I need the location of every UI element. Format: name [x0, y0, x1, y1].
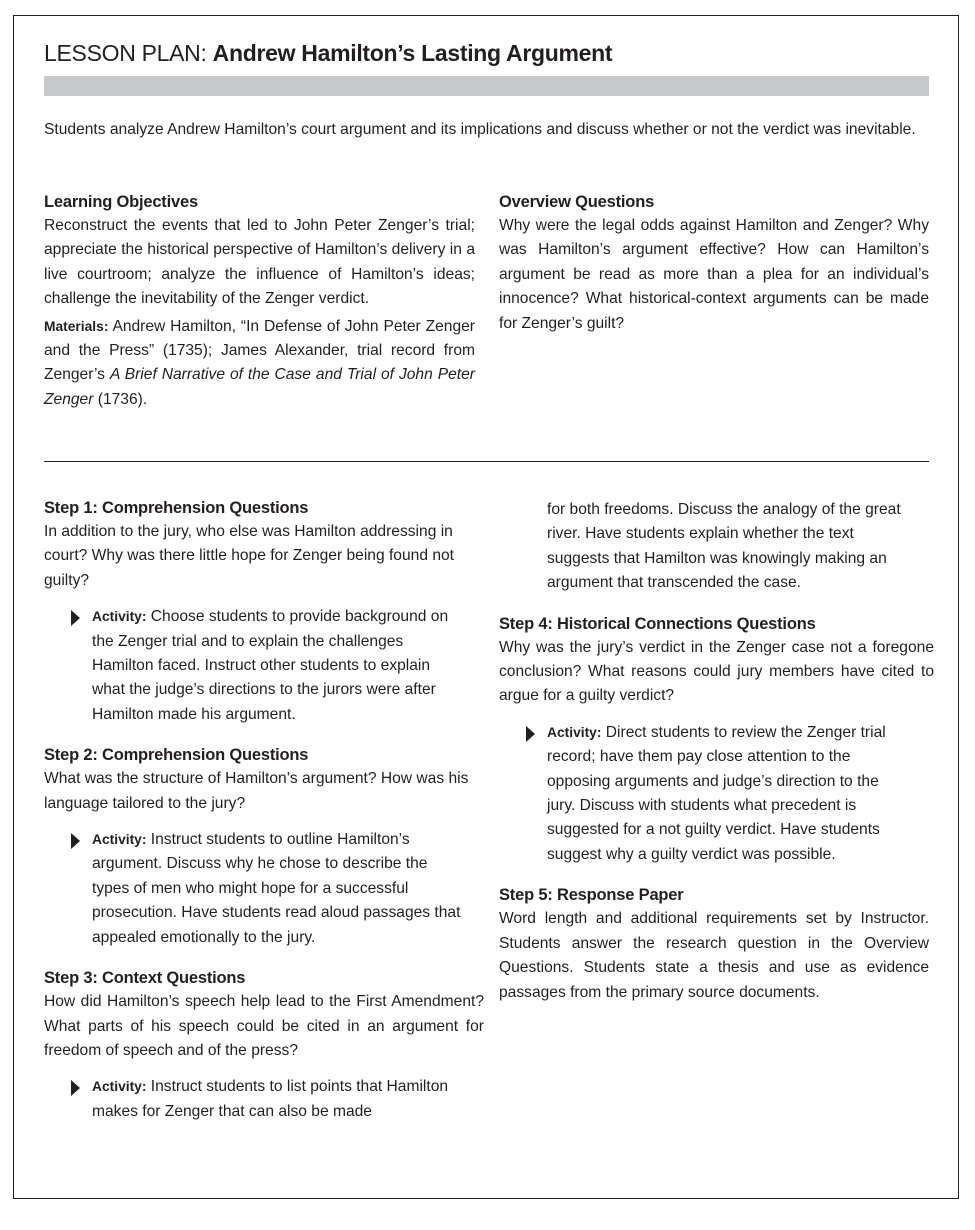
materials-label: Materials:: [44, 318, 109, 334]
page-title: [44, 40, 612, 67]
step-5-text: Word length and additional requirements set by Instructor. Students answer the research question in the Overview Questions. Students state a thesis and use as evidence passages from the primary source documents.: [499, 910, 929, 1001]
step-1-activity-text: Choose students to provide background on the Zenger trial and to explain the challenges Hamilton faced. Instruct other students to explain what the judge’s directions to the jurors were after Hamilton made his argument.: [92, 608, 449, 723]
step-3-heading: Step 3: Context Questions: [44, 969, 246, 988]
steps-right-column: [499, 498, 934, 1005]
learning-objectives-heading: Learning Objectives: [44, 193, 198, 211]
materials-text-2: (1736).: [93, 390, 148, 408]
step-4-text: Why was the jury’s verdict in the Zenger case not a foregone conclusion? What reasons could jury members have cited to argue for a guilty verdict?: [499, 638, 934, 705]
intro-text: Students analyze Andrew Hamilton’s court argument and its implications and discuss whether or not the verdict was inevitable.: [44, 121, 916, 138]
activity-label: Activity:: [92, 609, 147, 625]
section-divider: [44, 461, 929, 462]
step-3-activity-continued: for both freedoms. Discuss the analogy of the great river. Have students explain whether the text suggests that Hamilton was knowingly making an argument that transcended the case.: [547, 501, 901, 592]
title-label: LESSON PLAN:: [44, 40, 207, 66]
activity-label: Activity:: [547, 724, 602, 740]
materials-title: A Brief Narrative of the Case and Trial of John Peter Zenger: [44, 366, 475, 408]
step-1-text: In addition to the jury, who else was Hamilton addressing in court? Why was there little hope for Zenger being found not guilty?: [44, 523, 455, 589]
step-5-heading: Step 5: Response Paper: [499, 886, 684, 905]
step-1-activity: [44, 605, 484, 727]
materials-text-1: Andrew Hamilton, “In Defense of John Peter Zenger and the Press” (1735); James Alexander, trial record from Zenger’s: [44, 317, 475, 384]
step-4-heading: Step 4: Historical Connections Questions: [499, 614, 816, 633]
learning-objectives-text: Reconstruct the events that led to John Peter Zenger’s trial; appreciate the historical perspective of Hamilton’s delivery in a live courtroom; analyze the influence of Hamilton’s ideas; challenge the inevitability of the Zenger verdict.: [44, 217, 475, 308]
overview-questions-section: [499, 190, 929, 336]
materials-paragraph: [44, 315, 475, 413]
arrow-icon: [71, 610, 80, 626]
step-2-activity-text: Instruct students to outline Hamilton’s argument. Discuss why he chose to describe the types of men who might hope for a successful prosecution. Have students read aloud passages that appealed emotionally to the jury.: [92, 831, 461, 946]
step-1-heading: Step 1: Comprehension Questions: [44, 499, 309, 517]
overview-questions-heading: Overview Questions: [499, 193, 655, 211]
title-name: Andrew Hamilton’s Lasting Argument: [212, 40, 613, 66]
arrow-icon: [71, 833, 80, 849]
step-2-heading: Step 2: Comprehension Questions: [44, 746, 309, 765]
step-4-activity-text: Direct students to review the Zenger trial record; have them pay close attention to the opposing arguments and judge’s direction to the jury. Discuss with students what precedent is suggested for a not guilty verdict. Have students suggest why a guilty verdict was possible.: [547, 723, 886, 863]
title-bar: [44, 76, 929, 96]
overview-questions-text: Why were the legal odds against Hamilton and Zenger? Why was Hamilton’s argument effective? How can Hamilton’s argument be read as more than a plea for an individual’s innocence? What historical-context arguments can be made for Zenger’s guilt?: [499, 217, 929, 332]
step-3-text: How did Hamilton’s speech help lead to the First Amendment? What parts of his speech could be cited in an argument for freedom of speech and of the press?: [44, 993, 484, 1059]
learning-objectives-section: [44, 190, 475, 412]
step-2-activity: [44, 828, 484, 950]
steps-left-column: [44, 496, 484, 1124]
step-3-activity-text: Instruct students to list points that Hamilton makes for Zenger that can also be made: [92, 1078, 449, 1120]
activity-label: Activity:: [92, 832, 147, 848]
arrow-icon: [526, 726, 535, 742]
step-3-activity: [44, 1075, 484, 1124]
arrow-icon: [71, 1080, 80, 1096]
step-2-text: What was the structure of Hamilton’s argument? How was his language tailored to the jury?: [44, 770, 469, 812]
activity-label: Activity:: [92, 1079, 147, 1095]
step-4-activity: [499, 721, 934, 867]
